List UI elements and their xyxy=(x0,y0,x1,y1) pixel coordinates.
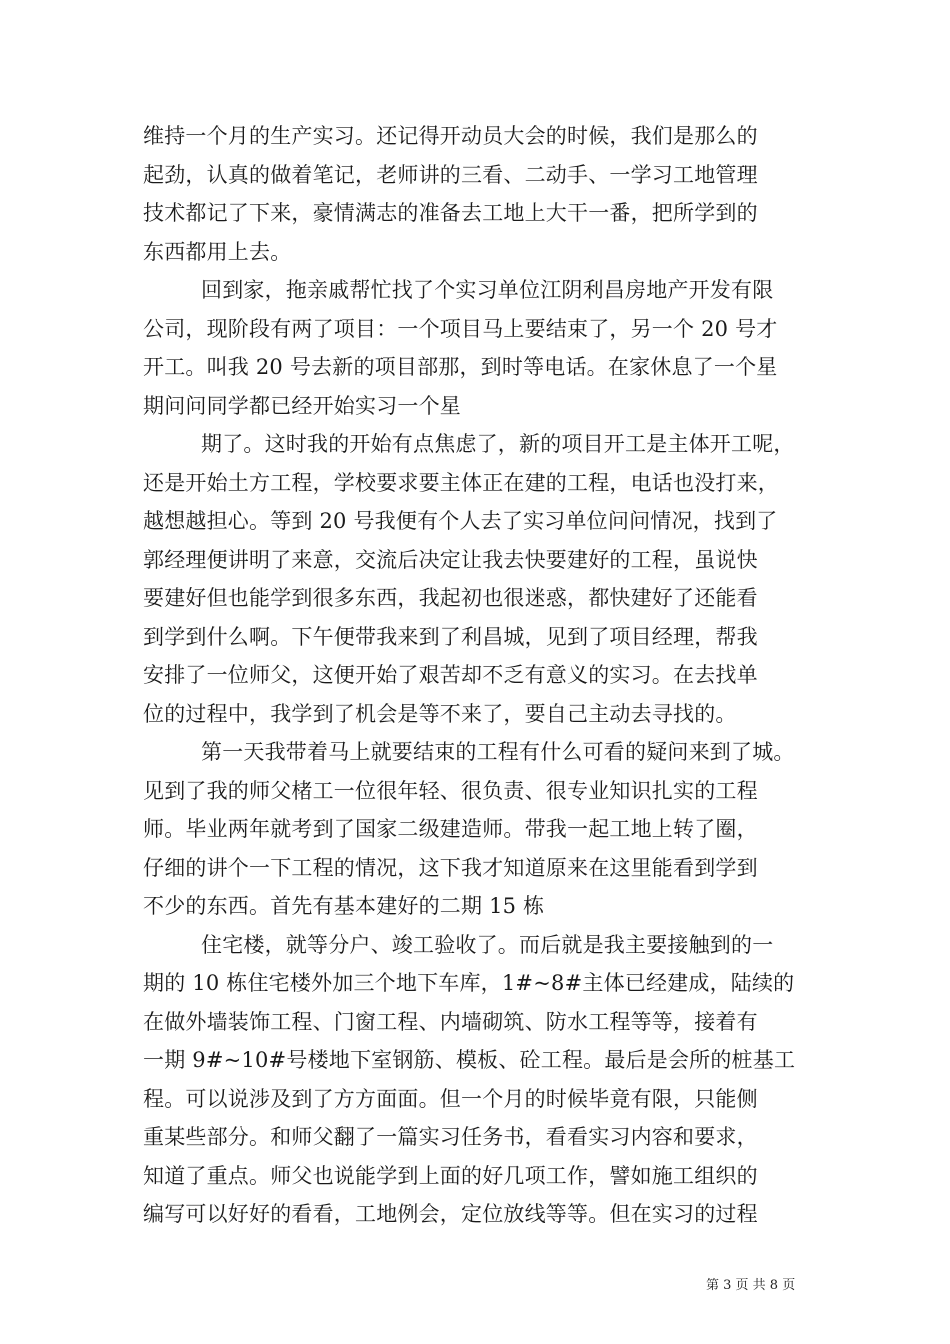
paragraph-first-line: 期了。这时我的开始有点焦虑了，新的项目开工是主体开工呢， xyxy=(201,432,795,456)
text-line: 要建好但也能学到很多东西，我起初也很迷惑，都快建好了还能看 xyxy=(143,586,758,610)
text-line: 位的过程中，我学到了机会是等不来了，要自己主动去寻找的。 xyxy=(143,701,737,726)
text-line: 不少的东西。首先有基本建好的二期 15 栋 xyxy=(143,894,545,918)
text-line: 一期 9#~10#号楼地下室钢筋、模板、砼工程。最后是会所的桩基工 xyxy=(143,1048,796,1072)
text-line: 安排了一位师父，这便开始了艰苦却不乏有意义的实习。在去找单 xyxy=(143,663,758,687)
text-line: 东西都用上去。 xyxy=(143,239,292,264)
text-line: 还是开始土方工程，学校要求要主体正在建的工程，电话也没打来， xyxy=(143,470,779,495)
text-line: 编写可以好好的看看，工地例会，定位放线等等。但在实习的过程 xyxy=(143,1202,758,1226)
text-line: 越想越担心。等到 20 号我便有个人去了实习单位问问情况，找到了 xyxy=(143,509,778,533)
text-line: 开工。叫我 20 号去新的项目部那，到时等电话。在家休息了一个星 xyxy=(143,355,778,379)
text-line: 期的 10 栋住宅楼外加三个地下车库，1#~8#主体已经建成，陆续的 xyxy=(143,971,795,995)
text-line: 师。毕业两年就考到了国家二级建造师。带我一起工地上转了圈， xyxy=(143,817,758,841)
text-line: 到学到什么啊。下午便带我来到了利昌城，见到了项目经理，帮我 xyxy=(143,624,758,649)
text-line: 见到了我的师父楮工一位很年轻、很负责、很专业知识扎实的工程 xyxy=(143,778,758,803)
text-line: 程。可以说涉及到了方方面面。但一个月的时候毕竟有限，只能侧 xyxy=(143,1086,758,1111)
page-number-footer: 第 3 页 共 8 页 xyxy=(706,1278,796,1293)
document-body xyxy=(143,117,823,1234)
paragraph-first-line: 住宅楼，就等分户、竣工验收了。而后就是我主要接触到的一 xyxy=(201,932,774,957)
text-line: 在做外墙装饰工程、门窗工程、内墙砌筑、防水工程等等，接着有 xyxy=(143,1009,758,1034)
text-line: 知道了重点。师父也说能学到上面的好几项工作，譬如施工组织的 xyxy=(143,1163,758,1188)
text-line: 郭经理便讲明了来意，交流后决定让我去快要建好的工程，虽说快 xyxy=(143,547,758,572)
text-line: 维持一个月的生产实习。还记得开动员大会的时候，我们是那么的 xyxy=(143,124,758,148)
text-line: 技术都记了下来，豪情满志的准备去工地上大干一番，把所学到的 xyxy=(143,201,758,225)
text-line: 起劲，认真的做着笔记，老师讲的三看、二动手、一学习工地管理 xyxy=(143,162,758,187)
text-line: 重某些部分。和师父翻了一篇实习任务书，看看实习内容和要求， xyxy=(143,1125,758,1149)
text-line: 仔细的讲个一下工程的情况，这下我才知道原来在这里能看到学到 xyxy=(143,855,758,880)
paragraph-first-line: 回到家，拖亲戚帮忙找了个实习单位江阴利昌房地产开发有限 xyxy=(201,278,774,302)
text-line: 期问问同学都已经开始实习一个星 xyxy=(143,393,461,418)
text-line: 公司，现阶段有两了项目：一个项目马上要结束了，另一个 20 号才 xyxy=(143,316,778,341)
paragraph-first-line: 第一天我带着马上就要结束的工程有什么可看的疑问来到了城。 xyxy=(201,740,795,764)
